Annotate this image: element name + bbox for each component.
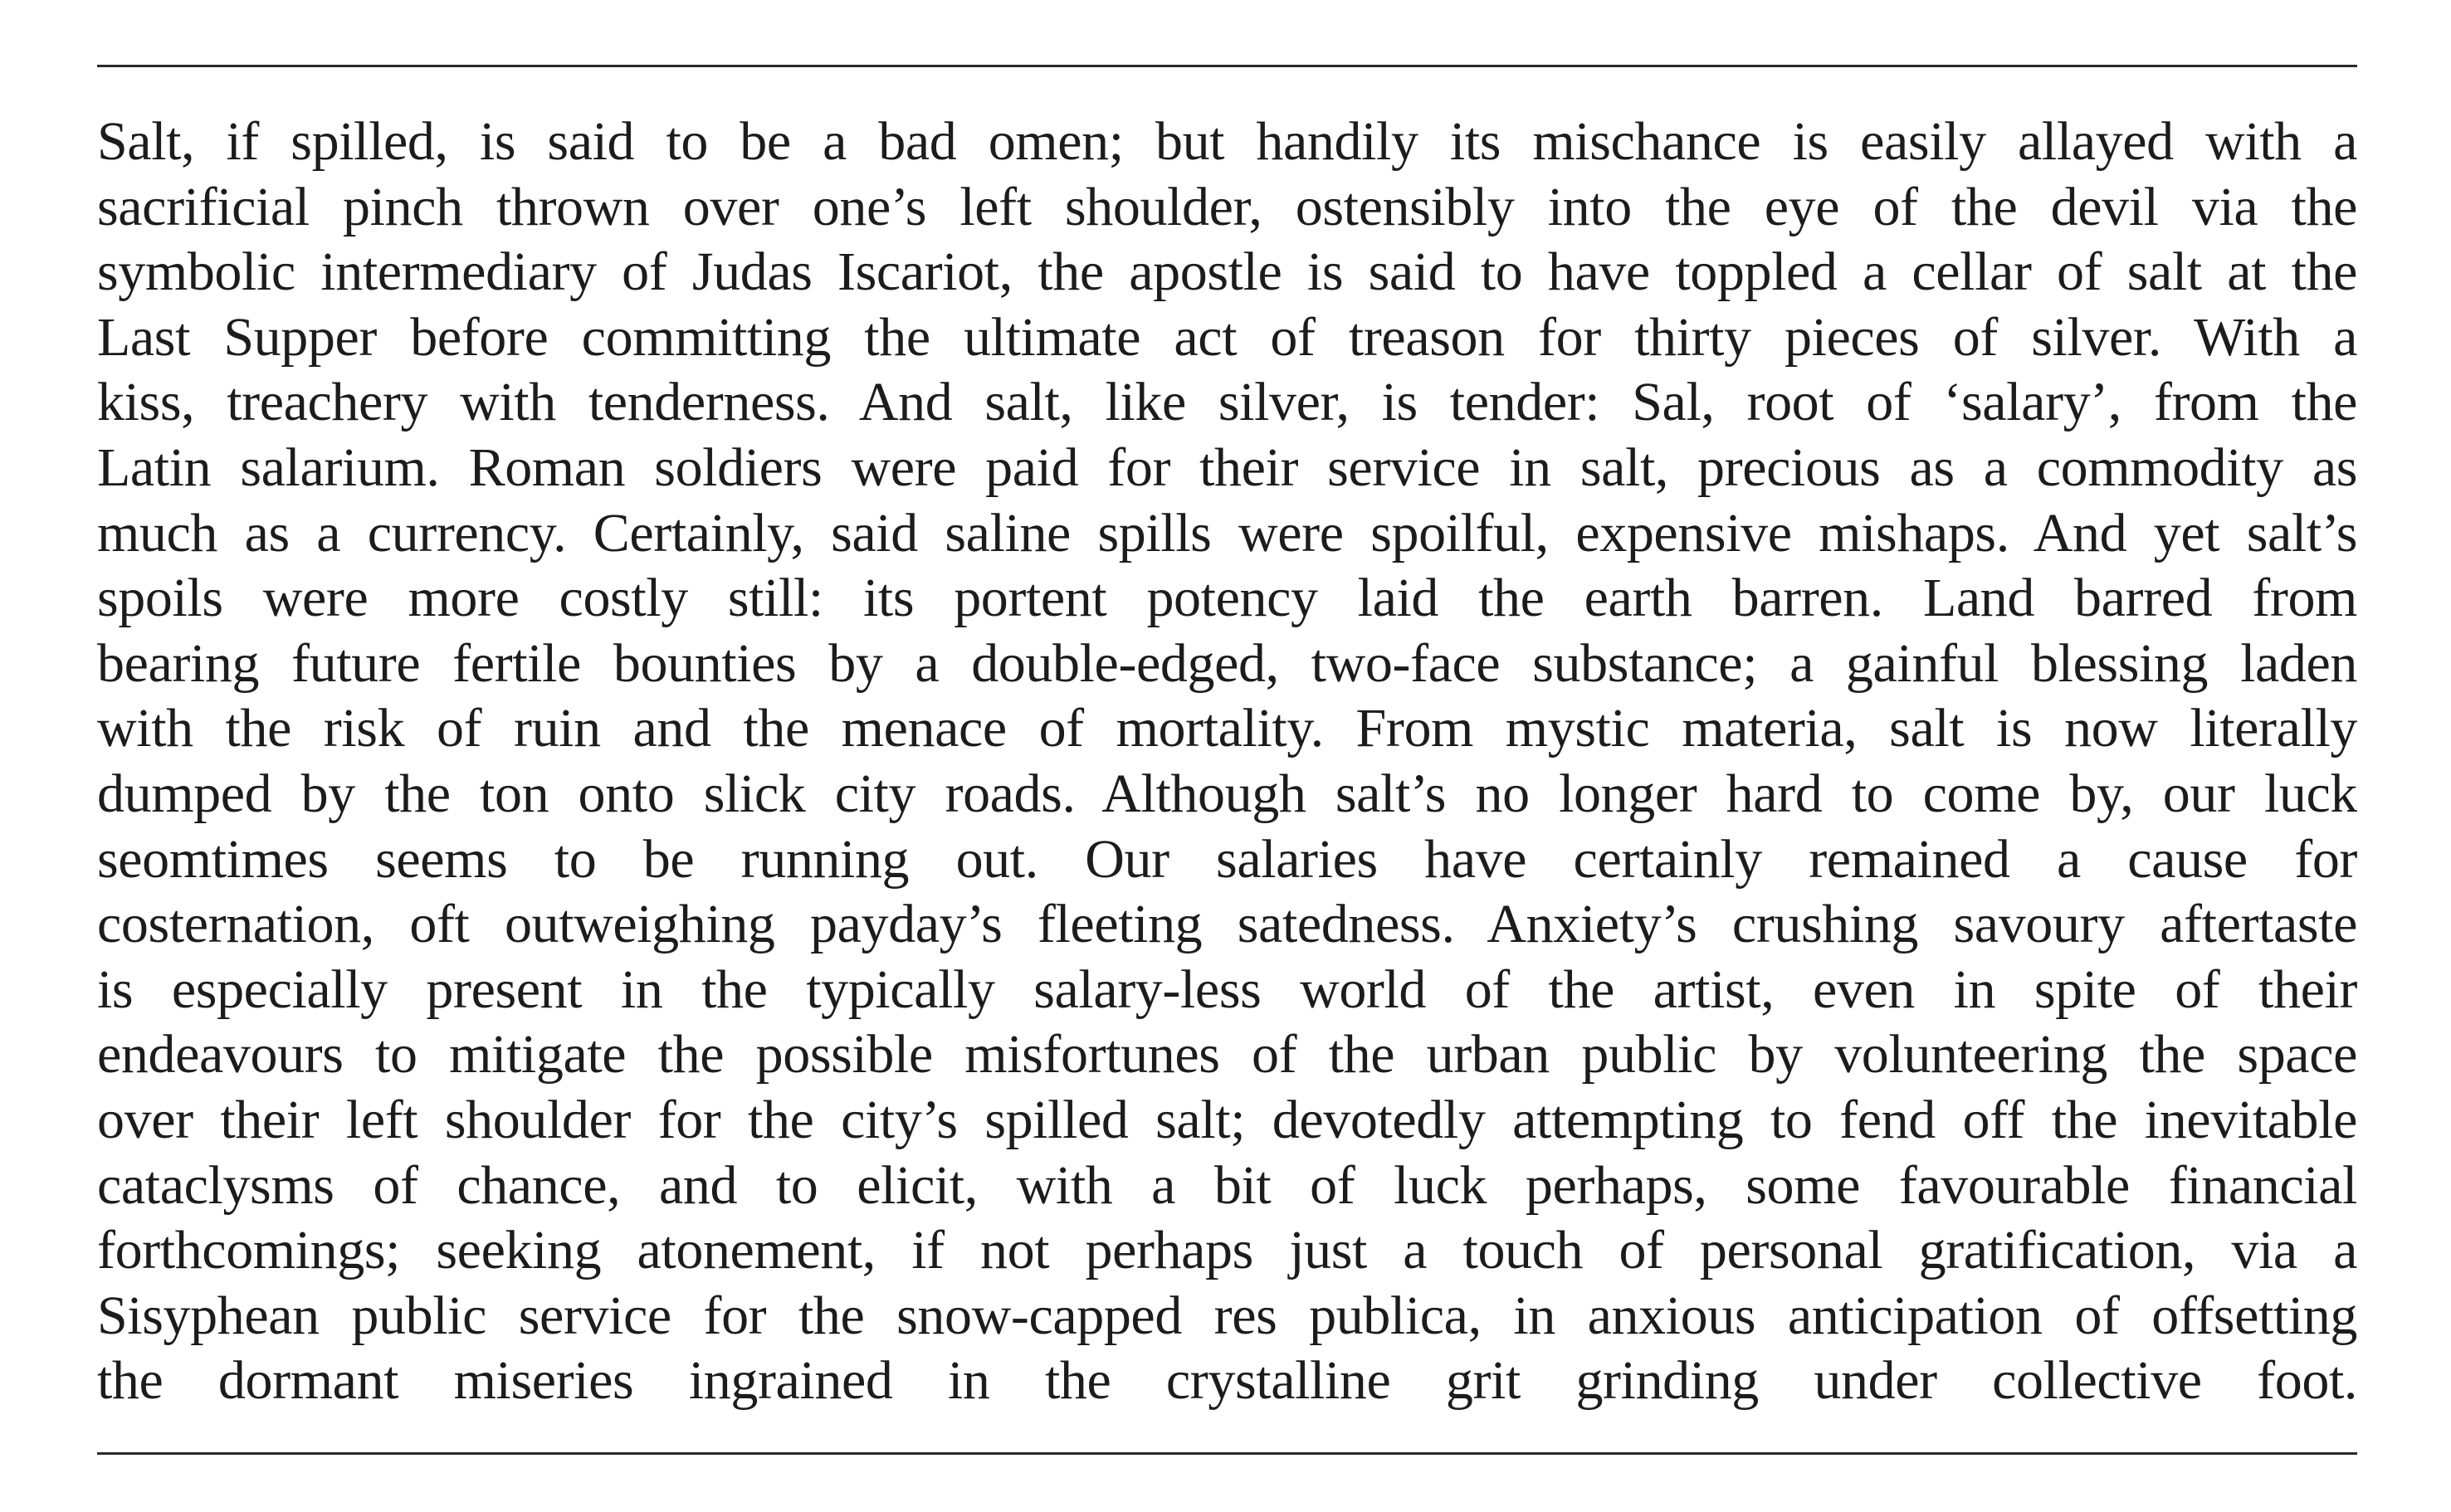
text-line: kiss, treachery with tenderness. And salt, like silver, is tender: Sal, root of ‘salary’, from the xyxy=(97,372,2357,433)
bottom-divider xyxy=(97,1452,2357,1455)
top-divider xyxy=(97,65,2357,67)
text-line: costernation, oft outweighing payday’s fleeting satedness. Anxiety’s crushing savoury aftertaste xyxy=(97,894,2357,955)
text-line: spoils were more costly still: its portent potency laid the earth barren. Land barred from xyxy=(97,568,2357,629)
text-line: Sisyphean public service for the snow-capped res publica, in anxious anticipation of offsetting xyxy=(97,1285,2357,1346)
text-line: endeavours to mitigate the possible misfortunes of the urban public by volunteering the space xyxy=(97,1024,2357,1085)
text-line: dumped by the ton onto slick city roads. Although salt’s no longer hard to come by, our luck xyxy=(97,763,2357,824)
text-line: the dormant miseries ingrained in the crystalline grit grinding under collective foot. xyxy=(97,1350,2357,1412)
text-line: bearing future fertile bounties by a double-edged, two-face substance; a gainful blessing laden xyxy=(97,632,2357,694)
text-line: forthcomings; seeking atonement, if not perhaps just a touch of personal gratification, via a xyxy=(97,1220,2357,1281)
text-line: cataclysms of chance, and to elicit, with a bit of luck perhaps, some favourable financial xyxy=(97,1154,2357,1216)
text-line: symbolic intermediary of Judas Iscariot, the apostle is said to have toppled a cellar of salt at the xyxy=(97,241,2357,303)
text-line: with the risk of ruin and the menace of mortality. From mystic materia, salt is now literally xyxy=(97,698,2357,759)
text-line: is especially present in the typically salary-less world of the artist, even in spite of their xyxy=(97,958,2357,1020)
text-line: seomtimes seems to be running out. Our salaries have certainly remained a cause for xyxy=(97,828,2357,890)
text-line: Last Supper before committing the ultimate act of treason for thirty pieces of silver. With a xyxy=(97,306,2357,368)
text-line: Salt, if spilled, is said to be a bad omen; but handily its mischance is easily allayed with a xyxy=(97,111,2357,172)
text-line: over their left shoulder for the city’s spilled salt; devotedly attempting to fend off the inevitable xyxy=(97,1089,2357,1150)
text-line: much as a currency. Certainly, said saline spills were spoilful, expensive mishaps. And yet salt’s xyxy=(97,502,2357,563)
text-line: Latin salarium. Roman soldiers were paid for their service in salt, precious as a commodity as xyxy=(97,437,2357,498)
text-line: sacrificial pinch thrown over one’s left shoulder, ostensibly into the eye of the devil via the xyxy=(97,176,2357,237)
essay-paragraph xyxy=(97,110,2357,1414)
